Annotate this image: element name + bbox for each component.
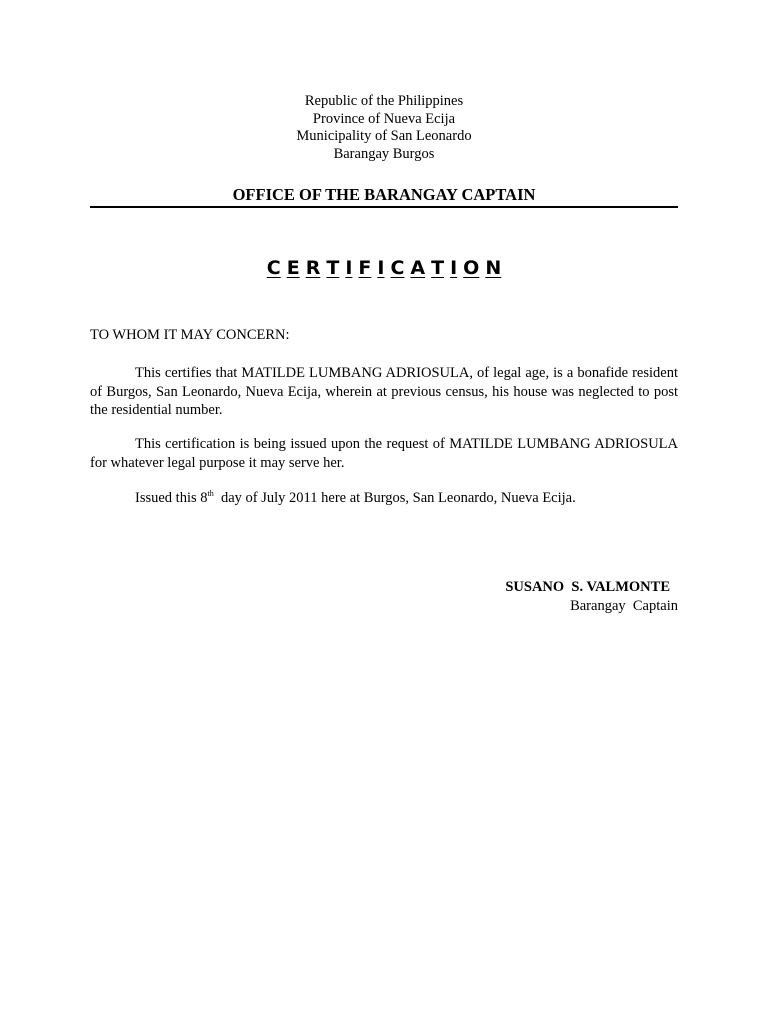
title-letter: R (305, 257, 321, 279)
title-letter: C (266, 257, 281, 279)
letterhead-province: Province of Nueva Ecija (312, 110, 456, 127)
document-title (90, 256, 678, 280)
title-letter: E (286, 257, 300, 279)
title-letter: N (485, 257, 502, 279)
letterhead-barangay: Barangay Burgos (333, 145, 435, 162)
letterhead (90, 93, 678, 163)
office-title: OFFICE OF THE BARANGAY CAPTAIN (232, 185, 536, 204)
signatory-name: SUSANO S. VALMONTE (505, 579, 670, 595)
title-letter: T (431, 257, 445, 279)
paragraph-residency: This certifies that MATILDE LUMBANG ADRIOSULA, of legal age, is a bonafide resident of Burgos, San Leonardo, Nueva Ecija, wherein at previous census, his house was neglected to post the residential number. (90, 365, 678, 418)
signatory-title: Barangay Captain (570, 598, 678, 614)
title-letter: I (450, 257, 458, 279)
title-letter: C (390, 257, 405, 279)
issued-date-prefix: Issued this 8 (135, 490, 208, 506)
paragraph-issued-date (90, 489, 678, 508)
title-letter: F (358, 257, 372, 279)
title-letter: I (377, 257, 385, 279)
letterhead-country: Republic of the Philippines (304, 93, 464, 109)
title-letter: A (410, 257, 426, 279)
paragraph-purpose: This certification is being issued upon the request of MATILDE LUMBANG ADRIOSULA for whatever legal purpose it may serve her. (90, 436, 678, 471)
title-letter: I (345, 257, 353, 279)
title-letter: O (463, 257, 480, 279)
title-letter: T (326, 257, 340, 279)
letterhead-municipality: Municipality of San Leonardo (296, 128, 472, 144)
ordinal-suffix: th (207, 489, 214, 498)
issued-date-suffix: day of July 2011 here at Burgos, San Leonardo, Nueva Ecija. (213, 490, 576, 506)
salutation: TO WHOM IT MAY CONCERN: (90, 327, 290, 343)
header-divider (90, 206, 678, 208)
